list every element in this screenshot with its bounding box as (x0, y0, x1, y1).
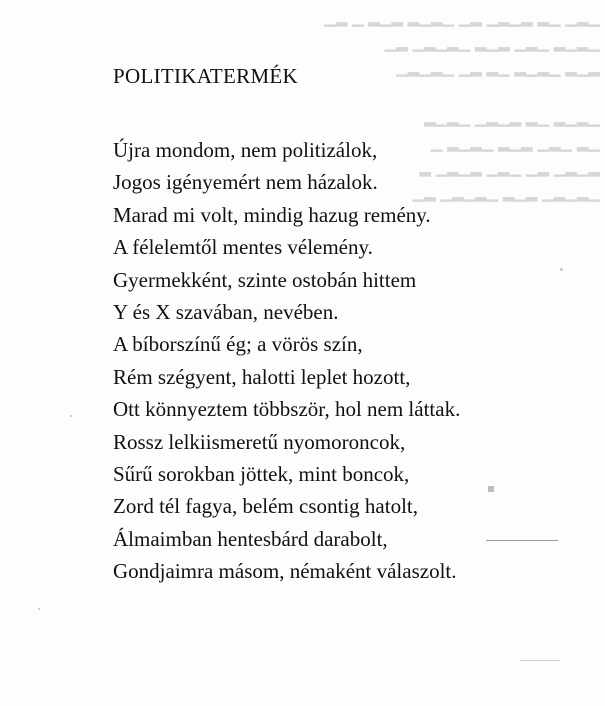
poem-line: Gondjaimra másom, némaként válaszolt. (113, 559, 457, 584)
poem-line: Ott könnyeztem többször, hol nem láttak. (113, 397, 461, 422)
poem-line: Gyermekként, szinte ostobán hittem (113, 267, 417, 292)
poem-line: A félelemtől mentes vélemény. (113, 235, 373, 260)
poem-line: Y és X szavában, nevében. (113, 300, 339, 325)
poem-title: POLITIKATERMÉK (113, 64, 299, 88)
poem-line: Rossz lelkiismeretű nyomoroncok, (113, 429, 406, 454)
poem-line: Zord tél fagya, belém csontig hatolt, (113, 494, 418, 519)
poem-line: Újra mondom, nem politizálok, (113, 138, 378, 162)
poem-line: Álmaimban hentesbárd darabolt, (113, 526, 388, 551)
poem (113, 62, 583, 604)
poem-stanza (113, 134, 583, 588)
poem-line: Sűrű sorokban jöttek, mint boncok, (113, 462, 410, 487)
poem-line: Marad mi volt, mindig hazug remény. (113, 202, 431, 227)
poem-line: A bíborszínű ég; a vörös szín, (113, 332, 363, 357)
poem-line: Jogos igényemért nem házalok. (113, 170, 378, 195)
scan-line (520, 660, 560, 661)
show-through-texture: ▁▂▁ ▁▂ ▂▁▂▁ ▂▁ ▁▂▁▂ ▂▁▂ ▁ ▂▁ ▁▂▁▂ ▁▂▁ ▂▁▂ ▁▂▁▂▁ ▂▁ ▂▁▂ ▁▂▁▂ ▁▂ ▂▁ ▁▂▁▂▁ ▁▂▁▂ ▁▂ ▂▁▂▁ ▁▂▁▂ ▁▂ ▁▂▁ ▂▁▂ ▁▂▁▂ ▁ ▂▁▂▁ ▂▁ ▁▂▁ ▂▁▂▁ ▂ ▁▂▁▂▁ ▂▁▂ ▁▂▁▂▁ ▂▁ (324, 9, 600, 202)
scan-speck (38, 608, 40, 610)
poem-line: Rém szégyent, halotti leplet hozott, (113, 364, 411, 389)
scan-speck (70, 415, 72, 417)
